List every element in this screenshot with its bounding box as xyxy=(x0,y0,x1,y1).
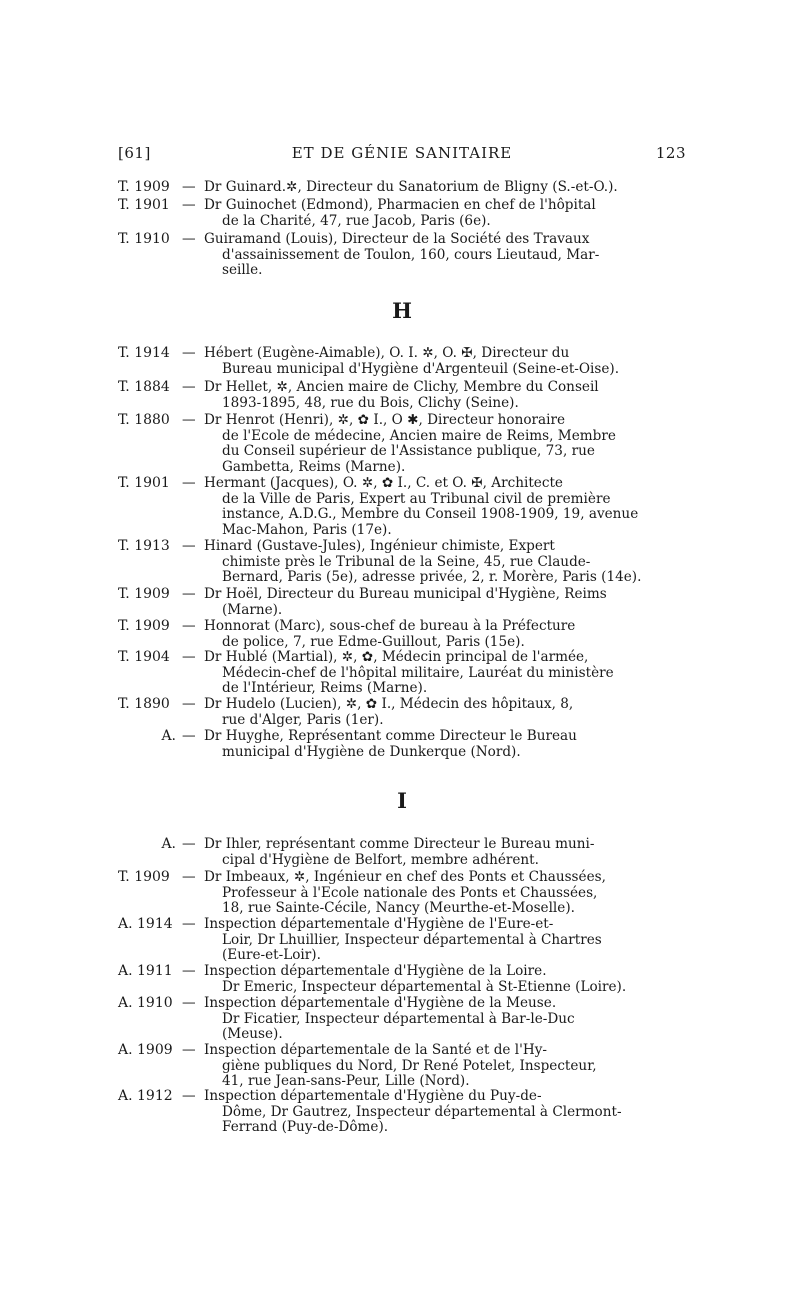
entry xyxy=(118,729,686,760)
entry-dash: — xyxy=(182,231,196,247)
entry-tag: T. 1909 xyxy=(118,179,170,195)
entry-line: municipal d'Hygiène de Dunkerque (Nord). xyxy=(222,743,521,760)
section-letter-h: H xyxy=(392,298,412,323)
entry-line: de l'Ecole de médecine, Ancien maire de Reims, Membre xyxy=(222,427,616,444)
entry-line: Inspection départementale d'Hygiène de la Meuse. xyxy=(204,995,557,1011)
entry-dash: — xyxy=(182,728,196,744)
entry-line: de la Ville de Paris, Expert au Tribunal civil de première xyxy=(222,490,611,507)
entry-tag: T. 1904 xyxy=(118,649,170,665)
entry-line: chimiste près le Tribunal de la Seine, 45, rue Claude- xyxy=(222,553,591,570)
entry xyxy=(118,996,686,1043)
entry-line: 18, rue Sainte-Cécile, Nancy (Meurthe-et-Moselle). xyxy=(222,900,575,917)
entry-dash: — xyxy=(182,197,196,213)
entry-tag: T. 1901 xyxy=(118,475,170,491)
entry-tag: A. 1911 xyxy=(118,963,173,979)
entry xyxy=(118,1043,686,1090)
entry-line: Inspection départementale d'Hygiène de l'Eure-et- xyxy=(204,916,554,932)
entry-line: 1893-1895, 48, rue du Bois, Clichy (Seine). xyxy=(222,394,519,411)
entry-line: Dr Hublé (Martial), ✲, ✿, Médecin principal de l'armée, xyxy=(204,649,589,665)
entry-line: Dr Emeric, Inspecteur départemental à St-Etienne (Loire). xyxy=(222,978,627,995)
entry-dash: — xyxy=(182,179,196,195)
entry xyxy=(118,346,686,377)
entry-line: Dr Ficatier, Inspecteur départemental à Bar-le-Duc xyxy=(222,1010,575,1027)
entry-line: Mac-Mahon, Paris (17e). xyxy=(222,521,392,538)
entry-dash: — xyxy=(182,379,196,395)
entry-line: Honnorat (Marc), sous-chef de bureau à la Préfecture xyxy=(204,618,576,634)
entry-line: Dr Henrot (Henri), ✲, ✿ I., O ✱, Directeur honoraire xyxy=(204,412,566,428)
entry xyxy=(118,380,686,411)
entry-line: Inspection départementale d'Hygiène de la Loire. xyxy=(204,963,547,979)
entry-line: giène publiques du Nord, Dr René Potelet, Inspecteur, xyxy=(222,1057,597,1074)
entry-line: cipal d'Hygiène de Belfort, membre adhérent. xyxy=(222,851,539,868)
entry-line: Hinard (Gustave-Jules), Ingénieur chimiste, Expert xyxy=(204,538,555,554)
entry xyxy=(118,870,686,917)
entry-line: du Conseil supérieur de l'Assistance publique, 73, rue xyxy=(222,443,595,460)
entry-line: (Marne). xyxy=(222,601,283,618)
entry-line: (Meuse). xyxy=(222,1026,283,1043)
entry-line: Dr Imbeaux, ✲, Ingénieur en chef des Ponts et Chaussées, xyxy=(204,869,606,885)
entry-line: Professeur à l'Ecole nationale des Ponts et Chaussées, xyxy=(222,884,598,901)
entry-dash: — xyxy=(182,1088,196,1104)
entry-dash: — xyxy=(182,618,196,634)
entry-line: instance, A.D.G., Membre du Conseil 1908-1909, 19, avenue xyxy=(222,506,639,523)
entry xyxy=(118,837,686,868)
entry-dash: — xyxy=(182,538,196,554)
entry-line: Bernard, Paris (5e), adresse privée, 2, r. Morère, Paris (14e). xyxy=(222,569,642,586)
entry-dash: — xyxy=(182,475,196,491)
entry-dash: — xyxy=(182,345,196,361)
entry-line: Médecin-chef de l'hôpital militaire, Lauréat du ministère xyxy=(222,664,614,681)
entry-tag: A. 1912 xyxy=(118,1088,173,1104)
entry-tag: A. xyxy=(161,836,176,852)
entry-dash: — xyxy=(182,916,196,932)
running-header xyxy=(118,144,686,164)
running-title: ET DE GÉNIE SANITAIRE xyxy=(291,144,513,162)
entry-line: Dôme, Dr Gautrez, Inspecteur départemental à Clermont- xyxy=(222,1103,622,1120)
entry-line: Inspection départementale de la Santé et de l'Hy- xyxy=(204,1042,548,1058)
entry-dash: — xyxy=(182,649,196,665)
entry-tag: T. 1890 xyxy=(118,696,170,712)
entry-dash: — xyxy=(182,696,196,712)
section-number: [61] xyxy=(118,144,151,162)
entry-line: de police, 7, rue Edme-Guillout, Paris (15e). xyxy=(222,633,525,650)
entry-tag: A. 1910 xyxy=(118,995,173,1011)
entry-line: Loir, Dr Lhuillier, Inspecteur départemental à Chartres xyxy=(222,931,602,948)
entry xyxy=(118,180,686,196)
entry-tag: T. 1909 xyxy=(118,869,170,885)
entry-line: Hermant (Jacques), O. ✲, ✿ I., C. et O. ✠, Architecte xyxy=(204,475,563,491)
entry-line: Hébert (Eugène-Aimable), O. I. ✲, O. ✠, Directeur du xyxy=(204,345,570,361)
entry-dash: — xyxy=(182,412,196,428)
entry-dash: — xyxy=(182,1042,196,1058)
entry-tag: T. 1913 xyxy=(118,538,170,554)
entry-line: Dr Huyghe, Représentant comme Directeur le Bureau xyxy=(204,728,577,744)
entry xyxy=(118,232,686,279)
entry-line: rue d'Alger, Paris (1er). xyxy=(222,711,384,728)
entry-tag: T. 1909 xyxy=(118,586,170,602)
entry xyxy=(118,476,686,538)
entry-tag: T. 1909 xyxy=(118,618,170,634)
entry-line: d'assainissement de Toulon, 160, cours Lieutaud, Mar- xyxy=(222,246,600,263)
entry-tag: A. 1909 xyxy=(118,1042,173,1058)
entry xyxy=(118,697,686,728)
entry xyxy=(118,413,686,475)
entry-line: 41, rue Jean-sans-Peur, Lille (Nord). xyxy=(222,1073,470,1090)
page-number: 123 xyxy=(655,144,686,162)
entry xyxy=(118,198,686,229)
entry-line: de la Charité, 47, rue Jacob, Paris (6e). xyxy=(222,212,491,229)
entry-tag: T. 1910 xyxy=(118,231,170,247)
entry-dash: — xyxy=(182,963,196,979)
entry-tag: T. 1901 xyxy=(118,197,170,213)
entry-line: Inspection départementale d'Hygiène du Puy-de- xyxy=(204,1088,542,1104)
entry-line: Ferrand (Puy-de-Dôme). xyxy=(222,1119,389,1136)
entry-line: de l'Intérieur, Reims (Marne). xyxy=(222,680,428,697)
entry-dash: — xyxy=(182,995,196,1011)
entry-tag: A. 1914 xyxy=(118,916,173,932)
entry-line: (Eure-et-Loir). xyxy=(222,947,321,964)
entry-line: Bureau municipal d'Hygiène d'Argenteuil (Seine-et-Oise). xyxy=(222,360,620,377)
entry-tag: T. 1914 xyxy=(118,345,170,361)
entry-dash: — xyxy=(182,586,196,602)
entry-line: Dr Guinard.✲, Directeur du Sanatorium de Bligny (S.-et-O.). xyxy=(204,179,618,195)
entry-tag: T. 1880 xyxy=(118,412,170,428)
entry-tag: T. 1884 xyxy=(118,379,170,395)
entry xyxy=(118,619,686,650)
entry xyxy=(118,587,686,618)
entry-line: seille. xyxy=(222,262,263,279)
entry-tag: A. xyxy=(161,728,176,744)
entry-line: Dr Guinochet (Edmond), Pharmacien en chef de l'hôpital xyxy=(204,197,596,213)
entry-line: Guiramand (Louis), Directeur de la Société des Travaux xyxy=(204,231,590,247)
entry-line: Dr Hellet, ✲, Ancien maire de Clichy, Membre du Conseil xyxy=(204,379,599,395)
entry-dash: — xyxy=(182,836,196,852)
entry xyxy=(118,650,686,697)
entry-line: Dr Ihler, représentant comme Directeur le Bureau muni- xyxy=(204,836,595,852)
entry-line: Dr Hoël, Directeur du Bureau municipal d'Hygiène, Reims xyxy=(204,586,607,602)
entry xyxy=(118,539,686,586)
entry-dash: — xyxy=(182,869,196,885)
entry xyxy=(118,1089,686,1136)
entry xyxy=(118,917,686,964)
entry xyxy=(118,964,686,995)
entry-text xyxy=(204,180,686,196)
entry-line: Gambetta, Reims (Marne). xyxy=(222,458,406,475)
entry-line: Dr Hudelo (Lucien), ✲, ✿ I., Médecin des hôpitaux, 8, xyxy=(204,696,574,712)
section-letter-i: I xyxy=(397,788,407,813)
